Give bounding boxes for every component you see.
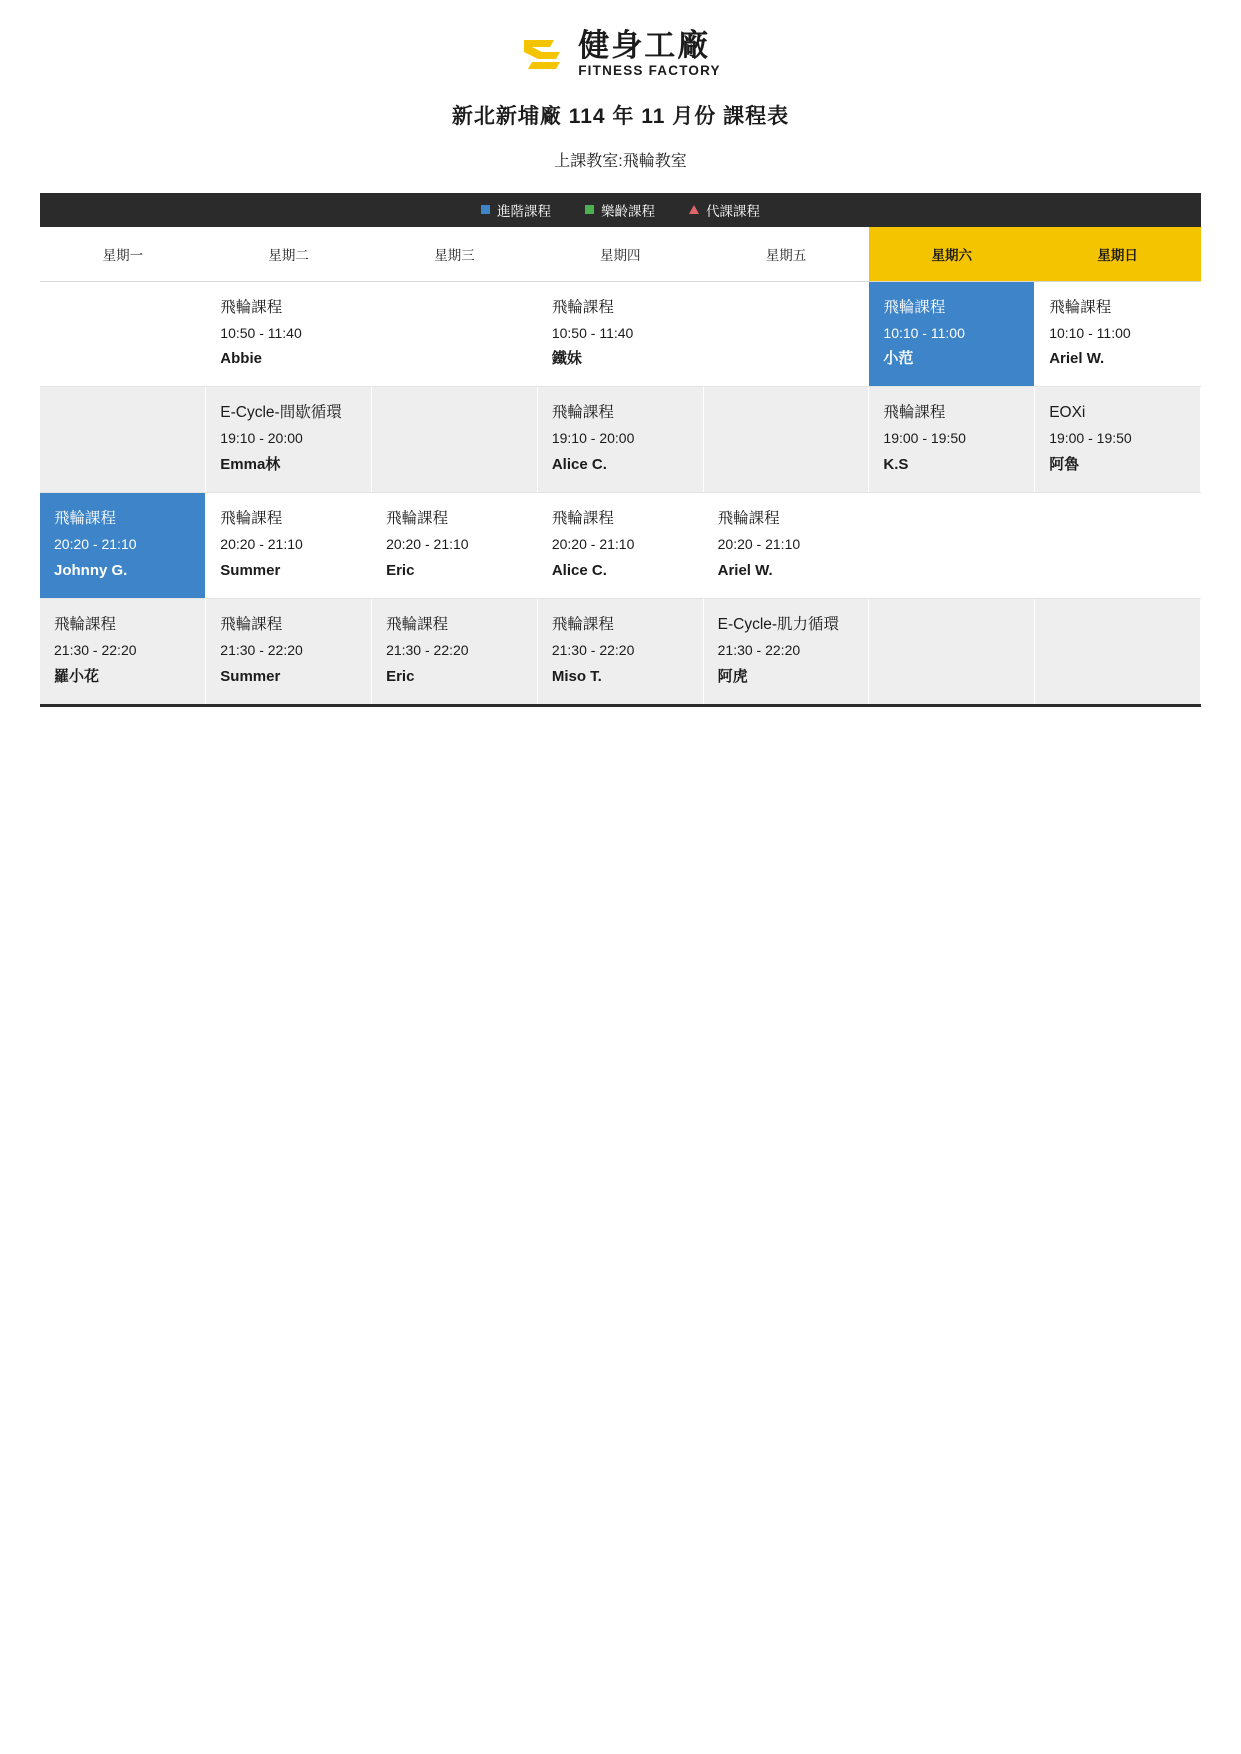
class-time: 19:10 - 20:00 xyxy=(551,430,635,447)
class-coach: Abbie xyxy=(220,350,262,368)
class-coach: Miso T. xyxy=(551,668,602,686)
class-name: 飛輪課程 xyxy=(883,298,946,316)
schedule-cell-empty xyxy=(703,281,869,387)
class-time: 10:50 - 11:40 xyxy=(220,324,302,341)
page-subtitle: 上課教室:飛輪教室 xyxy=(554,152,687,170)
class-name: 飛輪課程 xyxy=(551,510,614,528)
class-name: 飛輪課程 xyxy=(717,510,780,528)
class-time: 20:20 - 21:10 xyxy=(551,536,635,553)
schedule-cell-empty xyxy=(869,599,1035,706)
schedule-cell[interactable] xyxy=(372,493,538,599)
column-header-thursday: 星期四 xyxy=(537,227,703,282)
schedule-cell[interactable] xyxy=(537,281,703,387)
class-name: 飛輪課程 xyxy=(220,298,283,316)
schedule-cell[interactable] xyxy=(206,493,372,599)
legend-item-senior xyxy=(585,200,655,220)
class-time: 19:00 - 19:50 xyxy=(1049,430,1132,447)
class-time: 20:20 - 21:10 xyxy=(54,536,137,553)
class-coach: Alice C. xyxy=(551,562,607,580)
class-coach: 羅小花 xyxy=(54,668,100,686)
schedule-cell[interactable] xyxy=(206,281,372,387)
legend-swatch-blue-icon xyxy=(481,205,490,214)
table-row xyxy=(40,493,1201,599)
class-coach: Emma林 xyxy=(220,456,281,474)
schedule-cell-empty xyxy=(1035,493,1201,599)
table-header-row xyxy=(40,227,1201,282)
column-header-wednesday: 星期三 xyxy=(372,227,538,282)
legend-label: 樂齡課程 xyxy=(601,203,655,219)
table-row xyxy=(40,599,1201,706)
class-name: 飛輪課程 xyxy=(883,404,946,422)
class-name: 飛輪課程 xyxy=(386,510,449,528)
column-header-tuesday: 星期二 xyxy=(206,227,372,282)
schedule-cell[interactable] xyxy=(537,387,703,493)
schedule-cell[interactable] xyxy=(372,599,538,706)
schedule-cell[interactable] xyxy=(703,493,869,599)
legend-bar xyxy=(40,193,1201,227)
table-row xyxy=(40,281,1201,387)
schedule-cell-empty xyxy=(869,493,1035,599)
class-time: 21:30 - 22:20 xyxy=(717,642,801,659)
legend-swatch-triangle-icon xyxy=(689,205,699,214)
legend-label: 代課課程 xyxy=(706,203,760,219)
class-coach: Johnny G. xyxy=(54,562,128,580)
schedule-cell-empty xyxy=(1035,599,1201,706)
class-name: 飛輪課程 xyxy=(54,616,117,634)
class-coach: Eric xyxy=(386,562,415,580)
brand-name-en: FITNESS FACTORY xyxy=(578,63,721,78)
class-time: 20:20 - 21:10 xyxy=(386,536,469,553)
brand-header xyxy=(0,0,1241,78)
legend-label: 進階課程 xyxy=(497,203,551,219)
schedule-cell-empty xyxy=(703,387,869,493)
class-time: 21:30 - 22:20 xyxy=(220,642,303,659)
schedule-cell[interactable] xyxy=(869,281,1035,387)
class-name: 飛輪課程 xyxy=(54,510,117,528)
class-coach: Alice C. xyxy=(551,456,607,474)
column-header-saturday: 星期六 xyxy=(869,227,1035,282)
class-time: 19:00 - 19:50 xyxy=(883,430,966,447)
class-coach: 阿魯 xyxy=(1049,456,1080,474)
column-header-sunday: 星期日 xyxy=(1035,227,1201,282)
class-coach: Summer xyxy=(220,668,281,686)
class-name: 飛輪課程 xyxy=(220,616,283,634)
class-name: 飛輪課程 xyxy=(551,616,614,634)
schedule-cell-empty xyxy=(40,281,206,387)
schedule-cell[interactable] xyxy=(537,599,703,706)
class-time: 10:10 - 11:00 xyxy=(883,324,965,341)
class-name: 飛輪課程 xyxy=(1049,298,1112,316)
class-time: 21:30 - 22:20 xyxy=(54,642,137,659)
column-header-friday: 星期五 xyxy=(703,227,869,282)
class-name: 飛輪課程 xyxy=(551,298,614,316)
class-name: 飛輪課程 xyxy=(386,616,449,634)
page-title: 新北新埔廠 114 年 11 月份 課程表 xyxy=(451,104,790,128)
legend-item-advanced xyxy=(481,200,551,220)
schedule-table xyxy=(40,227,1201,708)
class-coach: 阿虎 xyxy=(717,668,748,686)
class-coach: 小范 xyxy=(883,350,914,368)
brand-name-cn: 健身工廠 xyxy=(578,28,711,63)
schedule-cell[interactable] xyxy=(1035,281,1201,387)
class-coach: K.S xyxy=(883,456,909,474)
table-body xyxy=(40,281,1201,706)
class-name: E-Cycle-間歇循環 xyxy=(220,404,342,422)
class-coach: Ariel W. xyxy=(1049,350,1105,368)
schedule-cell[interactable] xyxy=(869,387,1035,493)
column-header-monday: 星期一 xyxy=(40,227,206,282)
schedule-cell[interactable] xyxy=(40,599,206,706)
schedule-cell[interactable] xyxy=(703,599,869,706)
legend-item-substitute xyxy=(689,200,760,220)
schedule-cell-empty xyxy=(372,281,538,387)
class-time: 21:30 - 22:20 xyxy=(386,642,469,659)
class-time: 19:10 - 20:00 xyxy=(220,430,303,447)
class-coach: Eric xyxy=(386,668,415,686)
brand-text xyxy=(578,30,721,78)
schedule-cell[interactable] xyxy=(206,599,372,706)
class-name: 飛輪課程 xyxy=(220,510,283,528)
class-coach: Ariel W. xyxy=(717,562,773,580)
schedule-cell[interactable] xyxy=(537,493,703,599)
schedule-cell-empty xyxy=(40,387,206,493)
legend-swatch-green-icon xyxy=(585,205,594,214)
schedule-cell[interactable] xyxy=(206,387,372,493)
schedule-cell-empty xyxy=(372,387,538,493)
class-time: 10:50 - 11:40 xyxy=(551,324,634,341)
class-time: 20:20 - 21:10 xyxy=(220,536,303,553)
class-name: 飛輪課程 xyxy=(551,404,614,422)
table-row xyxy=(40,387,1201,493)
class-time: 20:20 - 21:10 xyxy=(717,536,801,553)
class-name: E-Cycle-肌力循環 xyxy=(717,616,840,634)
schedule-cell[interactable] xyxy=(1035,387,1201,493)
schedule-cell[interactable] xyxy=(40,493,206,599)
fitness-factory-logo-icon xyxy=(520,32,568,76)
class-name: EOXi xyxy=(1049,404,1086,422)
class-time: 10:10 - 11:00 xyxy=(1049,324,1131,341)
class-time: 21:30 - 22:20 xyxy=(551,642,635,659)
class-coach: Summer xyxy=(220,562,281,580)
class-coach: 鐵妹 xyxy=(551,350,582,368)
